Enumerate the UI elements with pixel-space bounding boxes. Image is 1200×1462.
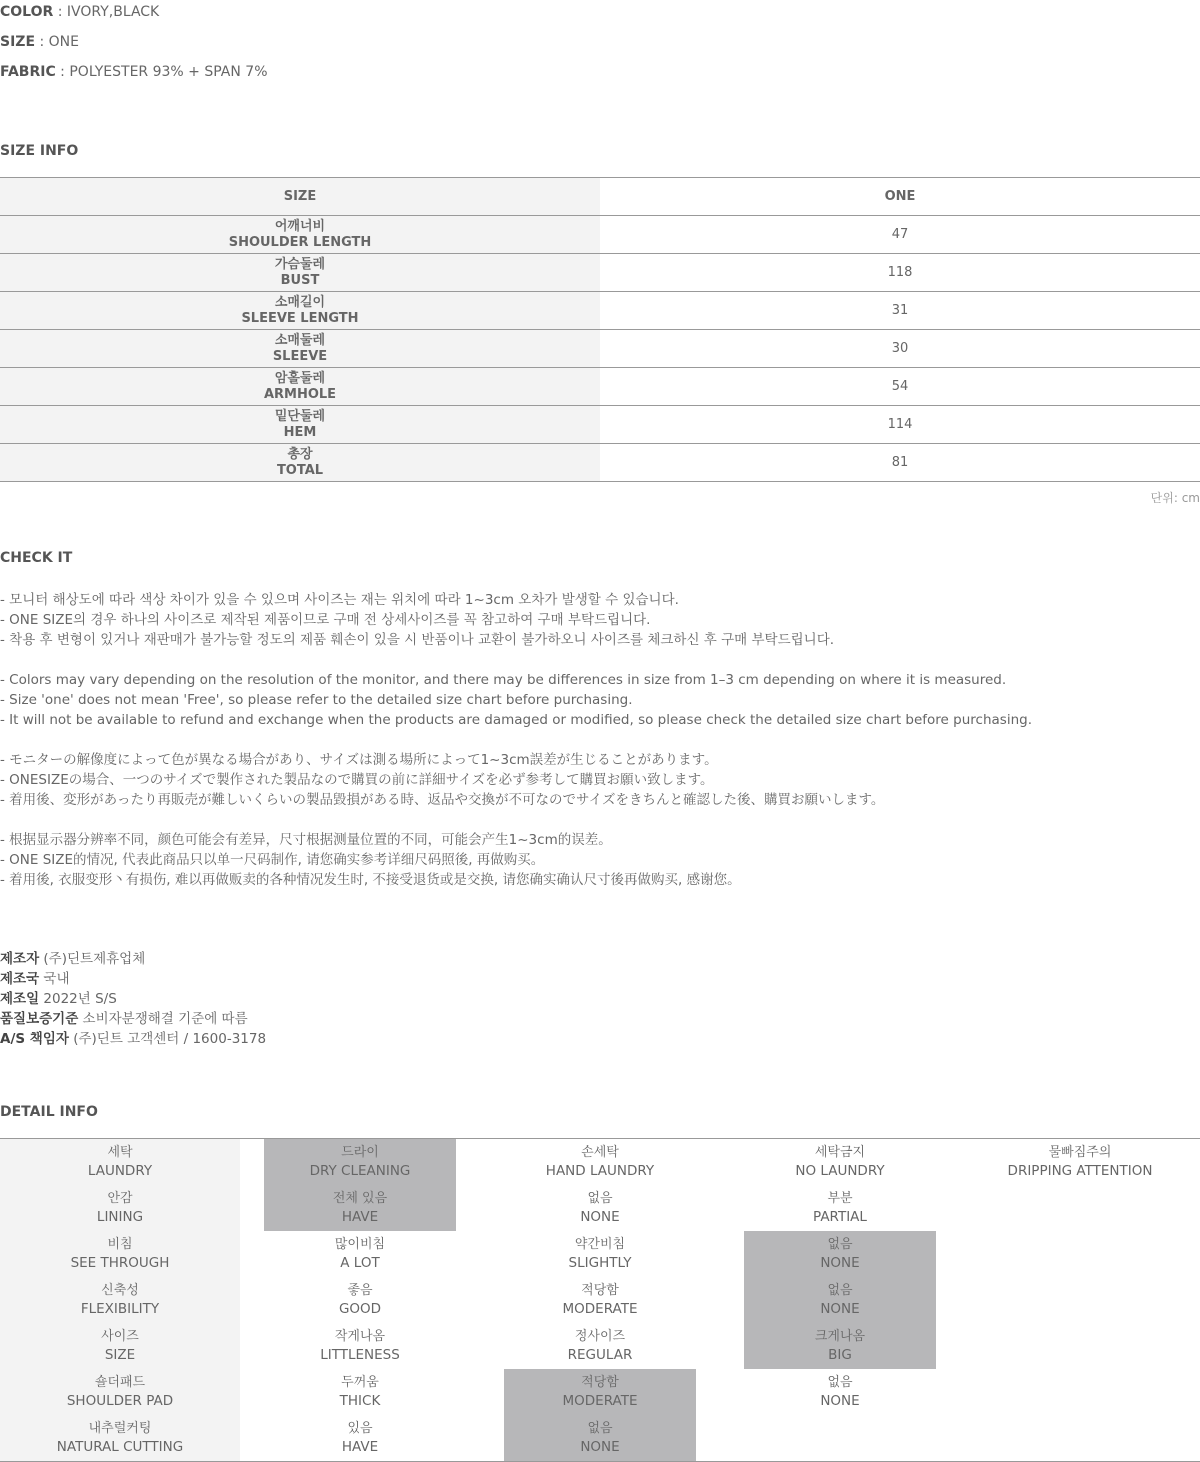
spec-fabric-label: FABRIC — [0, 64, 56, 80]
detail-option-en: NONE — [580, 1439, 620, 1455]
size-measure-label — [0, 292, 600, 329]
detail-option-ko: 없음 — [587, 1421, 613, 1436]
detail-row-label — [0, 1323, 240, 1369]
detail-row-label — [0, 1369, 240, 1415]
detail-row-label — [0, 1415, 240, 1461]
detail-option-en: PARTIAL — [813, 1209, 867, 1225]
detail-option-en: GOOD — [338, 1301, 382, 1317]
detail-option-ko: 약간비침 — [574, 1237, 626, 1252]
detail-option-ko: 부분 — [827, 1191, 853, 1206]
size-measure-label — [0, 254, 600, 291]
detail-option-ko: 없음 — [827, 1237, 853, 1252]
detail-option-ko: 안감 — [107, 1191, 133, 1206]
size-measure-en: SLEEVE — [272, 348, 328, 364]
size-table-row — [0, 330, 1200, 368]
detail-option-ko: 없음 — [827, 1283, 853, 1298]
manufacturer-line — [0, 969, 266, 989]
detail-option-ko: 세탁금지 — [814, 1145, 866, 1160]
detail-option — [480, 1415, 720, 1461]
detail-option-en: NONE — [820, 1255, 860, 1271]
detail-option-ko: 두꺼움 — [341, 1375, 379, 1390]
detail-option-ko: 비침 — [107, 1237, 133, 1252]
detail-option-ko: 많이비침 — [334, 1237, 386, 1252]
manufacturer-label: 제조국 — [0, 971, 40, 987]
size-measure-en: HEM — [283, 424, 317, 440]
check-note-line: - 모니터 해상도에 따라 색상 차이가 있을 수 있으며 사이즈는 재는 위치에 따라 1~3cm 오차가 발생할 수 있습니다. — [0, 592, 679, 608]
detail-option — [240, 1231, 480, 1277]
detail-option-en: SHOULDER PAD — [66, 1393, 174, 1409]
detail-option — [240, 1415, 480, 1461]
detail-option-en: SEE THROUGH — [70, 1255, 170, 1271]
size-measure-value: 81 — [891, 455, 909, 470]
check-note-line: - 着用後、変形があったり再販売が難しいくらいの製品毀損がある時、返品や交換が不可なのでサイズをきちんと確認した後、購買お願いします。 — [0, 792, 885, 808]
detail-option — [240, 1369, 480, 1415]
manufacturer-value: 2022년 S/S — [39, 991, 117, 1007]
detail-option-ko: 없음 — [587, 1191, 613, 1206]
detail-option-ko: 신축성 — [101, 1283, 139, 1298]
detail-option-en: MODERATE — [562, 1393, 638, 1409]
manufacturer-value: (주)딘트제휴업체 — [39, 951, 146, 967]
manufacturer-info — [0, 949, 266, 1049]
size-measure-label — [0, 444, 600, 481]
detail-option-ko: 크게나옴 — [814, 1329, 866, 1344]
detail-option — [720, 1369, 960, 1415]
check-note-line: - ONE SIZE의 경우 하나의 사이즈로 제작된 제품이므로 구매 전 상세사이즈를 꼭 참고하여 구매 부탁드립니다. — [0, 612, 651, 628]
detail-option-en: SLIGHTLY — [568, 1255, 632, 1271]
size-measure-label — [0, 330, 600, 367]
check-note-line: - 着用後, 衣服变形丶有损伤, 难以再做贩卖的各种情况发生时, 不接受退货或是交换, 请您确实确认尺寸後再做购买, 感谢您。 — [0, 872, 741, 888]
detail-option-en: NONE — [820, 1393, 860, 1409]
check-gap — [0, 810, 1200, 830]
check-note-line: - It will not be available to refund and exchange when the products are damaged or modified, so please check the detailed size chart before purchasing. — [0, 712, 1032, 728]
detail-option — [240, 1185, 480, 1231]
detail-option — [720, 1231, 960, 1277]
detail-option — [480, 1139, 720, 1185]
size-table-header — [0, 178, 1200, 216]
size-table-row — [0, 292, 1200, 330]
size-table-row — [0, 444, 1200, 481]
detail-option — [960, 1139, 1200, 1185]
size-table-row — [0, 216, 1200, 254]
detail-option-en: LITTLENESS — [320, 1347, 400, 1363]
detail-option — [720, 1277, 960, 1323]
check-note-line: - 根据显示器分辨率不同，颜色可能会有差异，尺寸根据测量位置的不同，可能会产生1~3cm的误差。 — [0, 832, 612, 848]
size-header-right: ONE — [884, 189, 916, 204]
check-note-line: - ONESIZEの場合、一つのサイズで製作された製品なので購買の前に詳細サイズを必ず参考して購買お願い致します。 — [0, 772, 714, 788]
detail-option-en: REGULAR — [567, 1347, 633, 1363]
detail-option-ko: 세탁 — [107, 1145, 133, 1160]
size-measure-label — [0, 368, 600, 405]
size-measure-ko: 암홀둘레 — [274, 370, 326, 386]
detail-option-ko: 전체 있음 — [332, 1191, 388, 1206]
detail-option-ko: 숄더패드 — [94, 1375, 146, 1390]
detail-option-en: A LOT — [340, 1255, 380, 1271]
detail-option-ko: 적당함 — [581, 1283, 619, 1298]
size-measure-label — [0, 216, 600, 253]
size-measure-en: TOTAL — [276, 462, 324, 478]
manufacturer-line — [0, 1029, 266, 1049]
detail-option — [240, 1139, 480, 1185]
detail-option-ko: 사이즈 — [101, 1329, 139, 1344]
check-note-line: - Size 'one' does not mean 'Free', so please refer to the detailed size chart before purchasing. — [0, 692, 633, 708]
size-measure-ko: 어깨너비 — [274, 218, 326, 234]
spec-fabric — [0, 64, 268, 80]
detail-option-en: BIG — [828, 1347, 852, 1363]
detail-option — [480, 1277, 720, 1323]
detail-option-ko: 적당함 — [581, 1375, 619, 1390]
detail-row-label — [0, 1185, 240, 1231]
detail-option — [240, 1323, 480, 1369]
detail-option-en: HAVE — [341, 1209, 379, 1225]
check-it-notes — [0, 590, 1200, 890]
size-measure-en: ARMHOLE — [263, 386, 337, 402]
detail-option-ko: 있음 — [347, 1421, 373, 1436]
size-measure-ko: 소매둘레 — [274, 332, 326, 348]
size-measure-ko: 밑단둘레 — [274, 408, 326, 424]
detail-option — [720, 1185, 960, 1231]
detail-option — [480, 1323, 720, 1369]
detail-option — [480, 1231, 720, 1277]
manufacturer-label: 제조자 — [0, 951, 40, 967]
detail-option-en: MODERATE — [562, 1301, 638, 1317]
size-measure-ko: 총장 — [287, 446, 313, 462]
detail-option — [480, 1369, 720, 1415]
size-header-left: SIZE — [0, 178, 600, 215]
size-measure-value: 114 — [887, 417, 913, 432]
manufacturer-line — [0, 1009, 266, 1029]
size-measure-value: 31 — [891, 303, 909, 318]
size-measure-ko: 가슴둘레 — [274, 256, 326, 272]
detail-option-en: LAUNDRY — [87, 1163, 153, 1179]
size-measure-en: SHOULDER LENGTH — [228, 234, 372, 250]
size-info-title: SIZE INFO — [0, 143, 79, 159]
detail-option-en: NONE — [580, 1209, 620, 1225]
detail-option — [720, 1139, 960, 1185]
detail-option-en: NO LAUNDRY — [795, 1163, 885, 1179]
size-table-row — [0, 406, 1200, 444]
detail-row-label — [0, 1231, 240, 1277]
manufacturer-line — [0, 949, 266, 969]
detail-option-ko: 내추럴커팅 — [88, 1421, 152, 1436]
detail-option-ko: 작게나옴 — [334, 1329, 386, 1344]
detail-option-en: SIZE — [104, 1347, 136, 1363]
detail-option — [480, 1185, 720, 1231]
detail-option-ko: 좋음 — [347, 1283, 373, 1298]
size-measure-label — [0, 406, 600, 443]
detail-row-label — [0, 1139, 240, 1185]
detail-option-en: NONE — [820, 1301, 860, 1317]
detail-option-en: NATURAL CUTTING — [56, 1439, 184, 1455]
detail-option-ko: 손세탁 — [581, 1145, 619, 1160]
detail-option-en: FLEXIBILITY — [80, 1301, 160, 1317]
check-note-line: - Colors may vary depending on the resolution of the monitor, and there may be differences in size from 1–3 cm depending on where it is measured. — [0, 672, 1007, 688]
size-table-row — [0, 368, 1200, 406]
check-note-line: - ONE SIZE的情况, 代表此商品只以单一尺码制作, 请您确实参考详细尺码照後, 再做购买。 — [0, 852, 545, 868]
spec-color — [0, 4, 159, 20]
manufacturer-value: (주)딘트 고객센터 / 1600-3178 — [68, 1031, 267, 1047]
manufacturer-line — [0, 989, 266, 1009]
detail-info-grid — [0, 1138, 1200, 1462]
detail-option-ko: 없음 — [827, 1375, 853, 1390]
detail-option-en: LINING — [96, 1209, 144, 1225]
detail-option-en: HAND LAUNDRY — [545, 1163, 655, 1179]
detail-info-title: DETAIL INFO — [0, 1104, 98, 1120]
size-measure-en: BUST — [280, 272, 320, 288]
detail-option-en: HAVE — [341, 1439, 379, 1455]
detail-option — [720, 1323, 960, 1369]
detail-option-en: DRY CLEANING — [309, 1163, 411, 1179]
size-table — [0, 177, 1200, 482]
spec-size-label: SIZE — [0, 34, 36, 50]
manufacturer-value: 국내 — [39, 971, 70, 987]
size-measure-en: SLEEVE LENGTH — [241, 310, 359, 326]
manufacturer-label: 제조일 — [0, 991, 40, 1007]
check-it-title: CHECK IT — [0, 550, 73, 566]
detail-option-ko: 물빠짐주의 — [1048, 1145, 1112, 1160]
spec-fabric-value: : POLYESTER 93% + SPAN 7% — [55, 64, 268, 80]
manufacturer-label: 품질보증기준 — [0, 1011, 79, 1027]
check-gap — [0, 650, 1200, 670]
spec-size — [0, 34, 79, 50]
size-measure-value: 54 — [891, 379, 909, 394]
detail-row-label — [0, 1277, 240, 1323]
size-measure-value: 30 — [891, 341, 909, 356]
detail-option-ko: 정사이즈 — [574, 1329, 626, 1344]
size-measure-value: 118 — [887, 265, 913, 280]
size-measure-value: 47 — [891, 227, 909, 242]
size-table-row — [0, 254, 1200, 292]
spec-color-label: COLOR — [0, 4, 54, 20]
detail-option-en: DRIPPING ATTENTION — [1007, 1163, 1153, 1179]
detail-option — [240, 1277, 480, 1323]
spec-size-value: : ONE — [35, 34, 79, 50]
manufacturer-label: A/S 책임자 — [0, 1031, 69, 1047]
check-gap — [0, 730, 1200, 750]
check-note-line: - 착용 후 변형이 있거나 재판매가 불가능할 정도의 제품 훼손이 있을 시 반품이나 교환이 불가하오니 사이즈를 체크하신 후 구매 부탁드립니다. — [0, 632, 835, 648]
detail-option-en: THICK — [339, 1393, 381, 1409]
size-measure-ko: 소매길이 — [274, 294, 326, 310]
detail-option-ko: 드라이 — [341, 1145, 379, 1160]
manufacturer-value: 소비자분쟁해결 기준에 따름 — [78, 1011, 248, 1027]
spec-color-value: : IVORY,BLACK — [53, 4, 160, 20]
check-note-line: - モニターの解像度によって色が異なる場合があり、サイズは測る場所によって1~3cm誤差が生じることがあります。 — [0, 752, 718, 768]
unit-note: 단위: cm — [1150, 491, 1200, 505]
